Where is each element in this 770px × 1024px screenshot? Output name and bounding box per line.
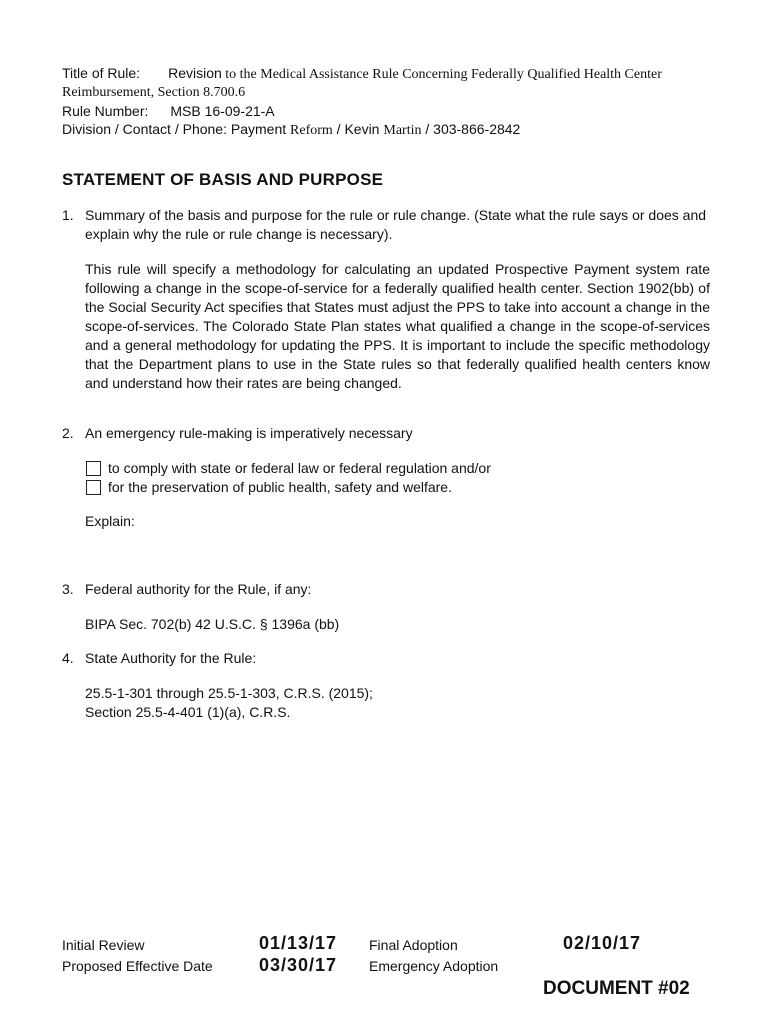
item-4	[62, 649, 710, 668]
option-comply-law[interactable]	[85, 459, 710, 478]
title-of-rule-value-a: Revision	[168, 65, 222, 81]
item-1-number: 1.	[62, 207, 74, 223]
item-3-number: 3.	[62, 581, 74, 597]
item-4-answer	[85, 684, 710, 722]
emergency-adoption-label: Emergency Adoption	[369, 958, 499, 974]
initial-review-label: Initial Review	[62, 937, 145, 953]
document-number: DOCUMENT #02	[543, 978, 690, 999]
title-of-rule-value-b: to the Medical Assistance Rule Concerning Federally Qualified Health Center	[221, 67, 662, 82]
item-4-answer-line-2: Section 25.5-4-401 (1)(a), C.R.S.	[85, 704, 291, 720]
proposed-effective-date-label: Proposed Effective Date	[62, 958, 213, 974]
rule-header	[62, 64, 712, 140]
division-value-b: Reform	[290, 123, 333, 138]
item-1-question: Summary of the basis and purpose for the rule or rule change. (State what the rule says or does and explain why the rule or rule change is necessary).	[85, 207, 707, 242]
item-4-question: State Authority for the Rule:	[85, 650, 257, 666]
division-contact-row	[62, 120, 712, 140]
title-of-rule-label: Title of Rule:	[62, 65, 141, 81]
item-3	[62, 580, 710, 599]
option-public-health-label: for the preservation of public health, safety and welfare.	[108, 479, 452, 495]
proposed-effective-date: 03/30/17	[259, 955, 338, 975]
item-4-answer-line-1: 25.5-1-301 through 25.5-1-303, C.R.S. (2015);	[85, 685, 373, 701]
explain-label: Explain:	[85, 513, 135, 529]
option-public-health[interactable]	[85, 478, 710, 497]
title-of-rule-continued: Reimbursement, Section 8.700.6	[62, 85, 246, 100]
emergency-options	[85, 459, 710, 497]
rule-number-value: MSB 16-09-21-A	[170, 103, 275, 119]
division-label: Division / Contact / Phone:	[62, 121, 227, 137]
item-3-question: Federal authority for the Rule, if any:	[85, 581, 312, 597]
option-comply-law-label: to comply with state or federal law or federal regulation and/or	[108, 460, 491, 476]
rule-number-label: Rule Number:	[62, 103, 149, 119]
item-4-number: 4.	[62, 650, 74, 666]
final-adoption-date: 02/10/17	[563, 933, 642, 953]
item-3-answer: BIPA Sec. 702(b) 42 U.S.C. § 1396a (bb)	[85, 616, 340, 632]
item-2-number: 2.	[62, 425, 74, 441]
initial-review-date: 01/13/17	[259, 933, 338, 953]
final-adoption-label: Final Adoption	[369, 937, 458, 953]
rule-number-row	[62, 102, 712, 120]
division-value-a: Payment	[226, 121, 291, 137]
item-1	[62, 206, 710, 244]
title-of-rule-row	[62, 64, 712, 84]
item-2	[62, 424, 710, 443]
statement-heading: STATEMENT OF BASIS AND PURPOSE	[62, 170, 384, 189]
division-value-c: / Kevin	[332, 121, 384, 137]
item-2-question: An emergency rule-making is imperatively necessary	[85, 425, 413, 441]
checkbox-public-health[interactable]	[86, 480, 101, 495]
division-value-e: / 303-866-2842	[421, 121, 521, 137]
item-1-answer: This rule will specify a methodology for calculating an updated Prospective Payment system rate following a change in the scope-of-service for a federally qualified health center. Section 1902(bb) of the Social Security Act specifies that States must adjust the PPS to take into account a change in the scope-of-services. The Colorado State Plan states what qualified a change in the scope-of-services and a general methodology for updating the PPS. It is important to include the specific methodology that the Department plans to use in the State rules so that federally qualified health centers know and understand how their rates are being changed.	[85, 261, 710, 391]
checkbox-comply-law[interactable]	[86, 461, 101, 476]
division-value-d: Martin	[383, 123, 422, 138]
